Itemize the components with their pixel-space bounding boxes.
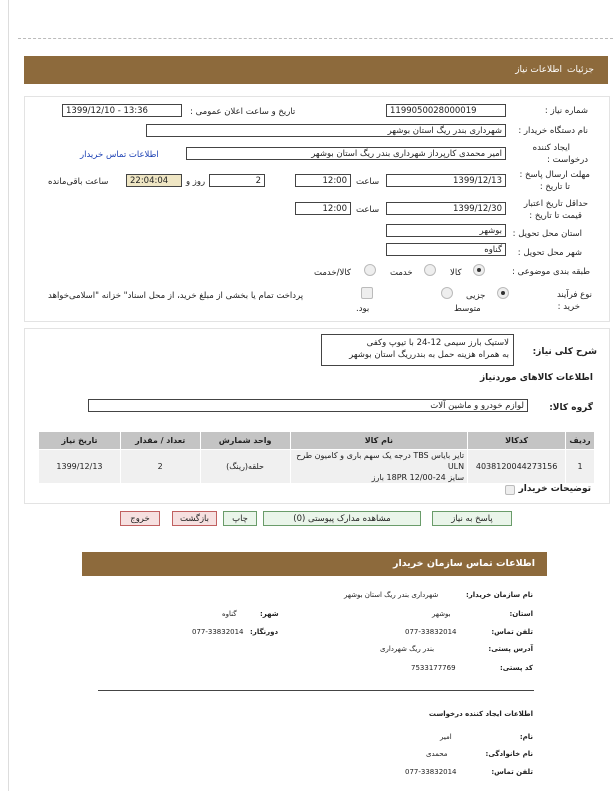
category-goods-radio[interactable] bbox=[473, 264, 485, 276]
deadline-time-label: ساعت bbox=[356, 177, 380, 187]
description-line-1: لاستیک بارز سیمی 12-24 با تیوپ وکفی bbox=[366, 338, 509, 348]
payment-note: پرداخت تمام یا بخشی از مبلغ خرید، از محل اسناد" خزانه "اسلامی‌خواهد bbox=[48, 291, 304, 301]
row-code: 4038120044273156 bbox=[468, 450, 566, 484]
process-label-2: خرید : bbox=[557, 302, 580, 312]
process-partial-radio[interactable] bbox=[497, 287, 509, 299]
buyer-notes-label: توضیحات خریدار bbox=[518, 484, 591, 494]
contact-postal-label: کد پستی: bbox=[499, 664, 533, 672]
contact-address-label: آدرس پستی: bbox=[488, 645, 533, 653]
top-divider bbox=[18, 38, 613, 39]
process-label-1: نوع فرآیند bbox=[556, 290, 592, 300]
header-title: اطلاعات نیاز bbox=[515, 65, 562, 75]
process-partial-label: جزیی bbox=[466, 291, 486, 301]
category-both-radio[interactable] bbox=[364, 264, 376, 276]
goods-table-header bbox=[39, 432, 595, 450]
tab-details[interactable]: جزئیات bbox=[567, 65, 594, 75]
col-code: کدکالا bbox=[468, 432, 566, 450]
day-label: روز و bbox=[186, 177, 206, 187]
payment-checkbox[interactable] bbox=[361, 287, 373, 299]
buyer-notes-checkbox[interactable] bbox=[505, 485, 515, 495]
price-valid-date-field: 1399/12/30 bbox=[386, 202, 506, 215]
process-medium-radio[interactable] bbox=[441, 287, 453, 299]
row-name-line-1: تایر بایاس TBS درجه یک سهم باری و کامیون طرح ULN bbox=[296, 451, 465, 471]
row-index: 1 bbox=[566, 450, 595, 484]
deadline-time-field: 12:00 bbox=[295, 174, 351, 187]
contact-header-bar bbox=[82, 552, 547, 576]
category-goods-label: کالا bbox=[450, 268, 462, 278]
creator-first-name-label: نام: bbox=[519, 733, 533, 741]
price-valid-label-2: قیمت تا تاریخ : bbox=[529, 211, 582, 221]
row-name bbox=[290, 450, 467, 484]
category-label: طبقه بندی موضوعی : bbox=[512, 267, 590, 277]
need-number-label: شماره نیاز : bbox=[544, 106, 588, 116]
creator-label-1: ایجاد کننده bbox=[532, 143, 570, 153]
creator-last-name-label: نام خانوادگی: bbox=[485, 750, 533, 758]
col-qty: تعداد / مقدار bbox=[120, 432, 200, 450]
deadline-date-field: 1399/12/13 bbox=[386, 174, 506, 187]
contact-title: اطلاعات تماس سازمان خریدار bbox=[392, 558, 535, 569]
row-unit: حلقه(رینگ) bbox=[200, 450, 290, 484]
price-valid-time-field: 12:00 bbox=[295, 202, 351, 215]
creator-section-title: اطلاعات ایجاد کننده درخواست bbox=[428, 710, 533, 718]
contact-postal: 7533177769 bbox=[411, 664, 456, 672]
day-count-field: 2 bbox=[209, 174, 265, 187]
deadline-label-2: تا تاریخ : bbox=[539, 182, 570, 192]
col-unit: واحد شمارش bbox=[200, 432, 290, 450]
description-line-2: به همراه هزینه حمل به بندرریگ استان بوشهر bbox=[349, 350, 509, 360]
contact-org: شهرداری بندر ریگ استان بوشهر bbox=[344, 591, 439, 599]
buyer-org-label: نام دستگاه خریدار : bbox=[518, 126, 588, 136]
contact-phone: 077-33832014 bbox=[405, 628, 457, 636]
need-number-field: 1199050028000019 bbox=[386, 104, 506, 117]
creator-first-name: امیر bbox=[440, 733, 452, 741]
category-both-label: کالا/خدمت bbox=[314, 268, 351, 278]
table-row[interactable] bbox=[39, 450, 595, 484]
creator-field: امیر محمدی کارپرداز شهرداری بندر ریگ استان بوشهر bbox=[186, 147, 506, 160]
back-button[interactable]: بازگشت bbox=[172, 511, 217, 526]
remaining-time-field: 22:04:04 bbox=[126, 174, 182, 187]
category-service-radio[interactable] bbox=[424, 264, 436, 276]
contact-province-label: استان: bbox=[509, 610, 533, 618]
payment-note-2: بود. bbox=[356, 304, 370, 314]
remaining-label: ساعت باقی‌مانده bbox=[48, 177, 109, 187]
contact-org-label: نام سازمان خریدار: bbox=[465, 591, 533, 599]
description-label: شرح کلی نیاز: bbox=[532, 347, 597, 357]
contact-address: بندر ریگ شهرداری bbox=[380, 645, 435, 653]
creator-phone-label: تلفن تماس: bbox=[491, 768, 533, 776]
province-label: استان محل تحویل : bbox=[512, 229, 582, 239]
contact-city: گناوه bbox=[222, 610, 237, 618]
announce-label: تاریخ و ساعت اعلان عمومی : bbox=[190, 107, 296, 117]
print-button[interactable]: چاپ bbox=[223, 511, 257, 526]
deadline-label-1: مهلت ارسال پاسخ : bbox=[519, 170, 590, 180]
goods-section-title: اطلاعات کالاهای موردنیاز bbox=[479, 373, 593, 383]
contact-province: بوشهر bbox=[432, 610, 451, 618]
left-border-line bbox=[8, 0, 9, 791]
contact-phone-label: تلفن تماس: bbox=[491, 628, 533, 636]
reply-button[interactable]: پاسخ به نیاز bbox=[432, 511, 512, 526]
row-date: 1399/12/13 bbox=[39, 450, 121, 484]
exit-button[interactable]: خروج bbox=[120, 511, 160, 526]
description-box bbox=[321, 334, 514, 366]
attachments-button[interactable]: مشاهده مدارک پیوستی (0) bbox=[263, 511, 421, 526]
city-field: گناوه bbox=[386, 243, 506, 256]
contact-fax-label: دورنگار: bbox=[250, 628, 279, 636]
province-field: بوشهر bbox=[386, 224, 506, 237]
header-bar bbox=[24, 56, 608, 84]
col-index: ردیف bbox=[566, 432, 595, 450]
contact-city-label: شهر: bbox=[260, 610, 279, 618]
category-service-label: خدمت bbox=[390, 268, 413, 278]
row-name-line-2: سایز 24-12/00 18PR بارز bbox=[371, 473, 465, 482]
row-qty: 2 bbox=[120, 450, 200, 484]
buyer-contact-link[interactable]: اطلاعات تماس خریدار bbox=[80, 150, 159, 160]
contact-fax: 077-33832014 bbox=[192, 628, 244, 636]
creator-label-2: درخواست : bbox=[547, 155, 588, 165]
announce-field: 1399/12/10 - 13:36 bbox=[62, 104, 182, 117]
goods-table bbox=[38, 431, 595, 484]
price-valid-label-1: حداقل تاریخ اعتبار bbox=[523, 199, 588, 209]
process-medium-label: متوسط bbox=[454, 304, 481, 314]
buyer-org-field: شهرداری بندر ریگ استان بوشهر bbox=[146, 124, 506, 137]
col-name: نام کالا bbox=[290, 432, 467, 450]
goods-group-field: لوازم خودرو و ماشین آلات bbox=[88, 399, 528, 412]
creator-last-name: محمدی bbox=[426, 750, 448, 758]
city-label: شهر محل تحویل : bbox=[517, 248, 582, 258]
col-date: تاریخ نیاز bbox=[39, 432, 121, 450]
contact-divider bbox=[98, 690, 534, 691]
creator-phone: 077-33832014 bbox=[405, 768, 457, 776]
price-valid-time-label: ساعت bbox=[356, 205, 380, 215]
goods-group-label: گروه کالا: bbox=[549, 403, 593, 413]
